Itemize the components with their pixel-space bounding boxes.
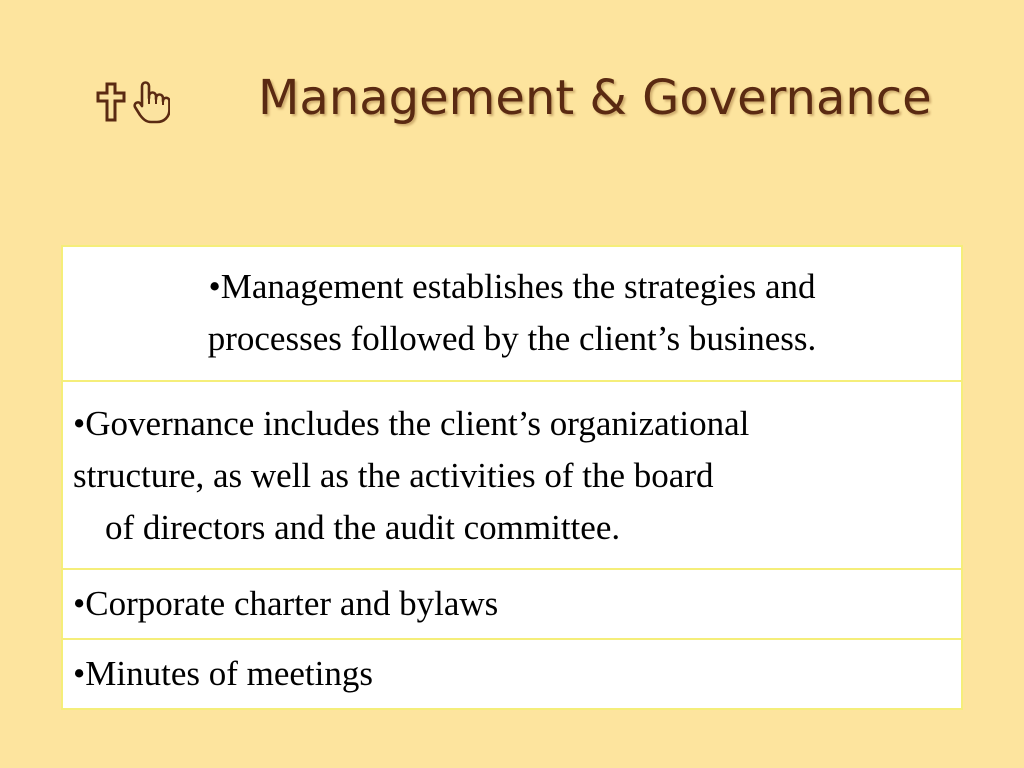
table-row	[62, 246, 962, 381]
cell-line: processes followed by the client’s business.	[207, 318, 817, 358]
table-cell-governance	[62, 381, 962, 569]
table-row	[62, 569, 962, 639]
hand-pointing-icon	[132, 80, 170, 124]
table-cell-minutes	[62, 639, 962, 709]
cell-line: •Minutes of meetings	[73, 654, 373, 693]
content-table	[61, 245, 963, 710]
cell-line: •Governance includes the client’s organizational	[73, 404, 750, 443]
cell-line: •Corporate charter and bylaws	[73, 584, 499, 623]
table-row	[62, 639, 962, 709]
table-cell-management	[62, 246, 962, 381]
cell-line: structure, as well as the activities of the board	[73, 456, 714, 495]
table-cell-charter	[62, 569, 962, 639]
title-row	[0, 62, 1024, 142]
slide-title: Management & Governance	[258, 70, 932, 126]
cell-line: •Management establishes the strategies and	[208, 266, 816, 306]
table-row	[62, 381, 962, 569]
cell-line: of directors and the audit committee.	[105, 508, 621, 547]
cross-icon	[96, 82, 126, 122]
title-icons	[96, 74, 170, 130]
